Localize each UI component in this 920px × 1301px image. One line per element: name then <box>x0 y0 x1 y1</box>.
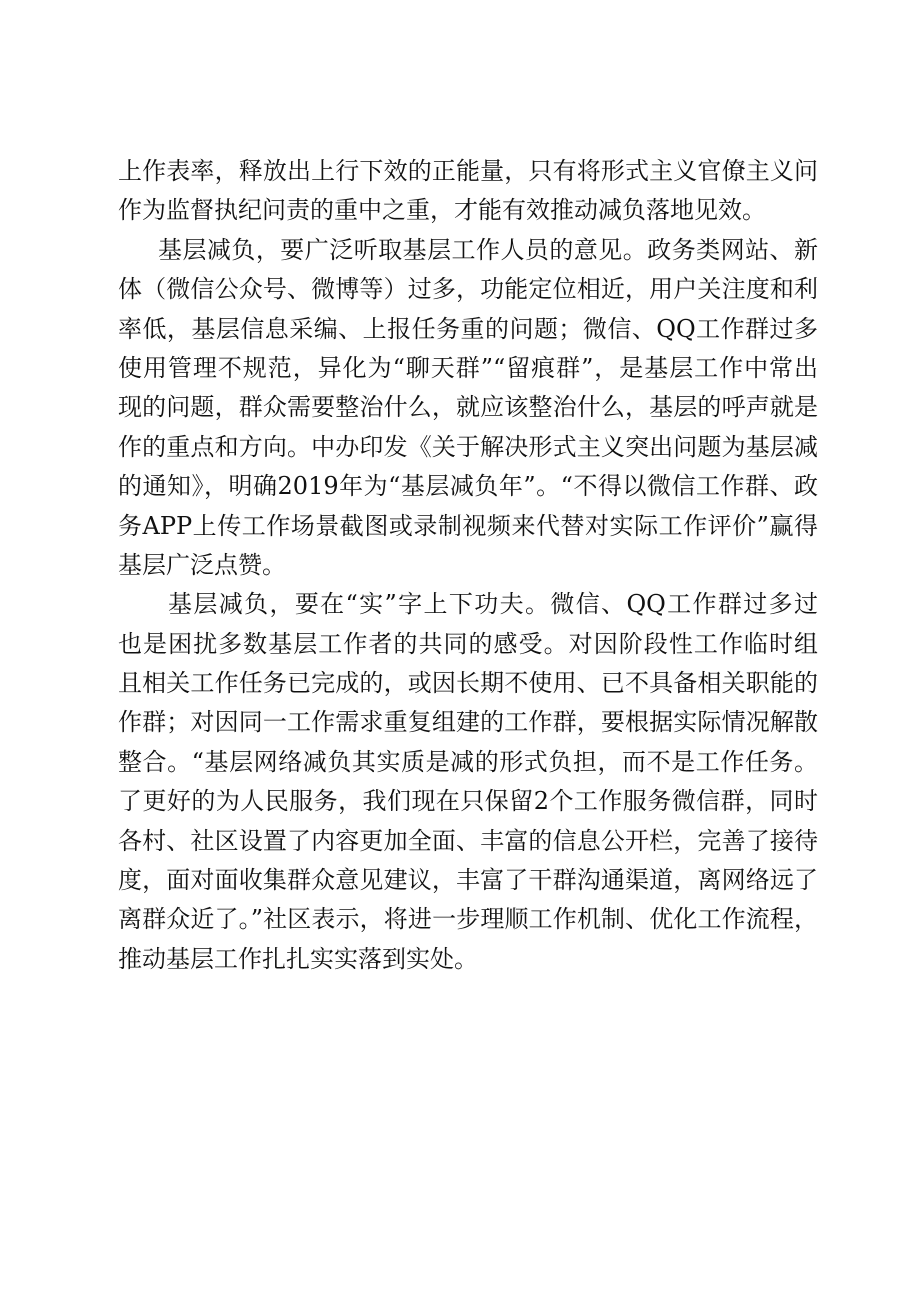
text-line: 整合。“基层网络减负其实质是减的形式负担，而不是工作任务。 <box>118 747 818 776</box>
text-line: 现的问题，群众需要整治什么，就应该整治什么，基层的呼声就是 <box>118 393 818 422</box>
text-line: 率低，基层信息采编、上报任务重的问题；微信、QQ工作群过多 <box>118 314 818 343</box>
text-line: 作的重点和方向。中办印发《关于解决形式主义突出问题为基层减 <box>118 432 818 461</box>
text-line: 上作表率，释放出上行下效的正能量，只有将形式主义官僚主义问 <box>118 157 818 185</box>
text-line: 体（微信公众号、微博等）过多，功能定位相近，用户关注度和利 <box>118 275 818 304</box>
text-line: 务APP上传工作场景截图或录制视频来代替对实际工作评价”赢得 <box>118 511 818 540</box>
text-line: 作群；对因同一工作需求重复组建的工作群，要根据实际情况解散 <box>118 708 818 737</box>
text-line: 作为监督执纪问责的重中之重，才能有效推动减负落地见效。 <box>118 196 766 225</box>
text-line: 各村、社区设置了内容更加全面、丰富的信息公开栏，完善了接待 <box>118 826 818 855</box>
text-line: 基层减负，要在“实”字上下功夫。微信、QQ工作群过多过 <box>168 590 818 619</box>
text-line: 也是困扰多数基层工作者的共同的感受。对因阶段性工作临时组 <box>118 629 818 658</box>
text-line: 度，面对面收集群众意见建议，丰富了干群沟通渠道，离网络远了 <box>118 866 818 895</box>
text-line: 的通知》，明确2019年为“基层减负年”。“不得以微信工作群、政 <box>118 472 818 501</box>
text-line: 离群众近了。”社区表示，将进一步理顺工作机制、优化工作流程， <box>118 905 818 934</box>
text-line: 且相关工作任务已完成的，或因长期不使用、已不具备相关职能的 <box>118 669 818 698</box>
text-line: 基层减负，要广泛听取基层工作人员的意见。政务类网站、新 <box>158 235 818 264</box>
text-line: 使用管理不规范，异化为“聊天群”“留痕群”，是基层工作中常出 <box>118 353 818 382</box>
text-line: 推动基层工作扎扎实实落到实处。 <box>118 944 478 973</box>
body-text <box>118 152 818 979</box>
text-line: 基层广泛点赞。 <box>118 550 286 579</box>
text-line: 了更好的为人民服务，我们现在只保留2个工作服务微信群，同时 <box>118 787 818 816</box>
